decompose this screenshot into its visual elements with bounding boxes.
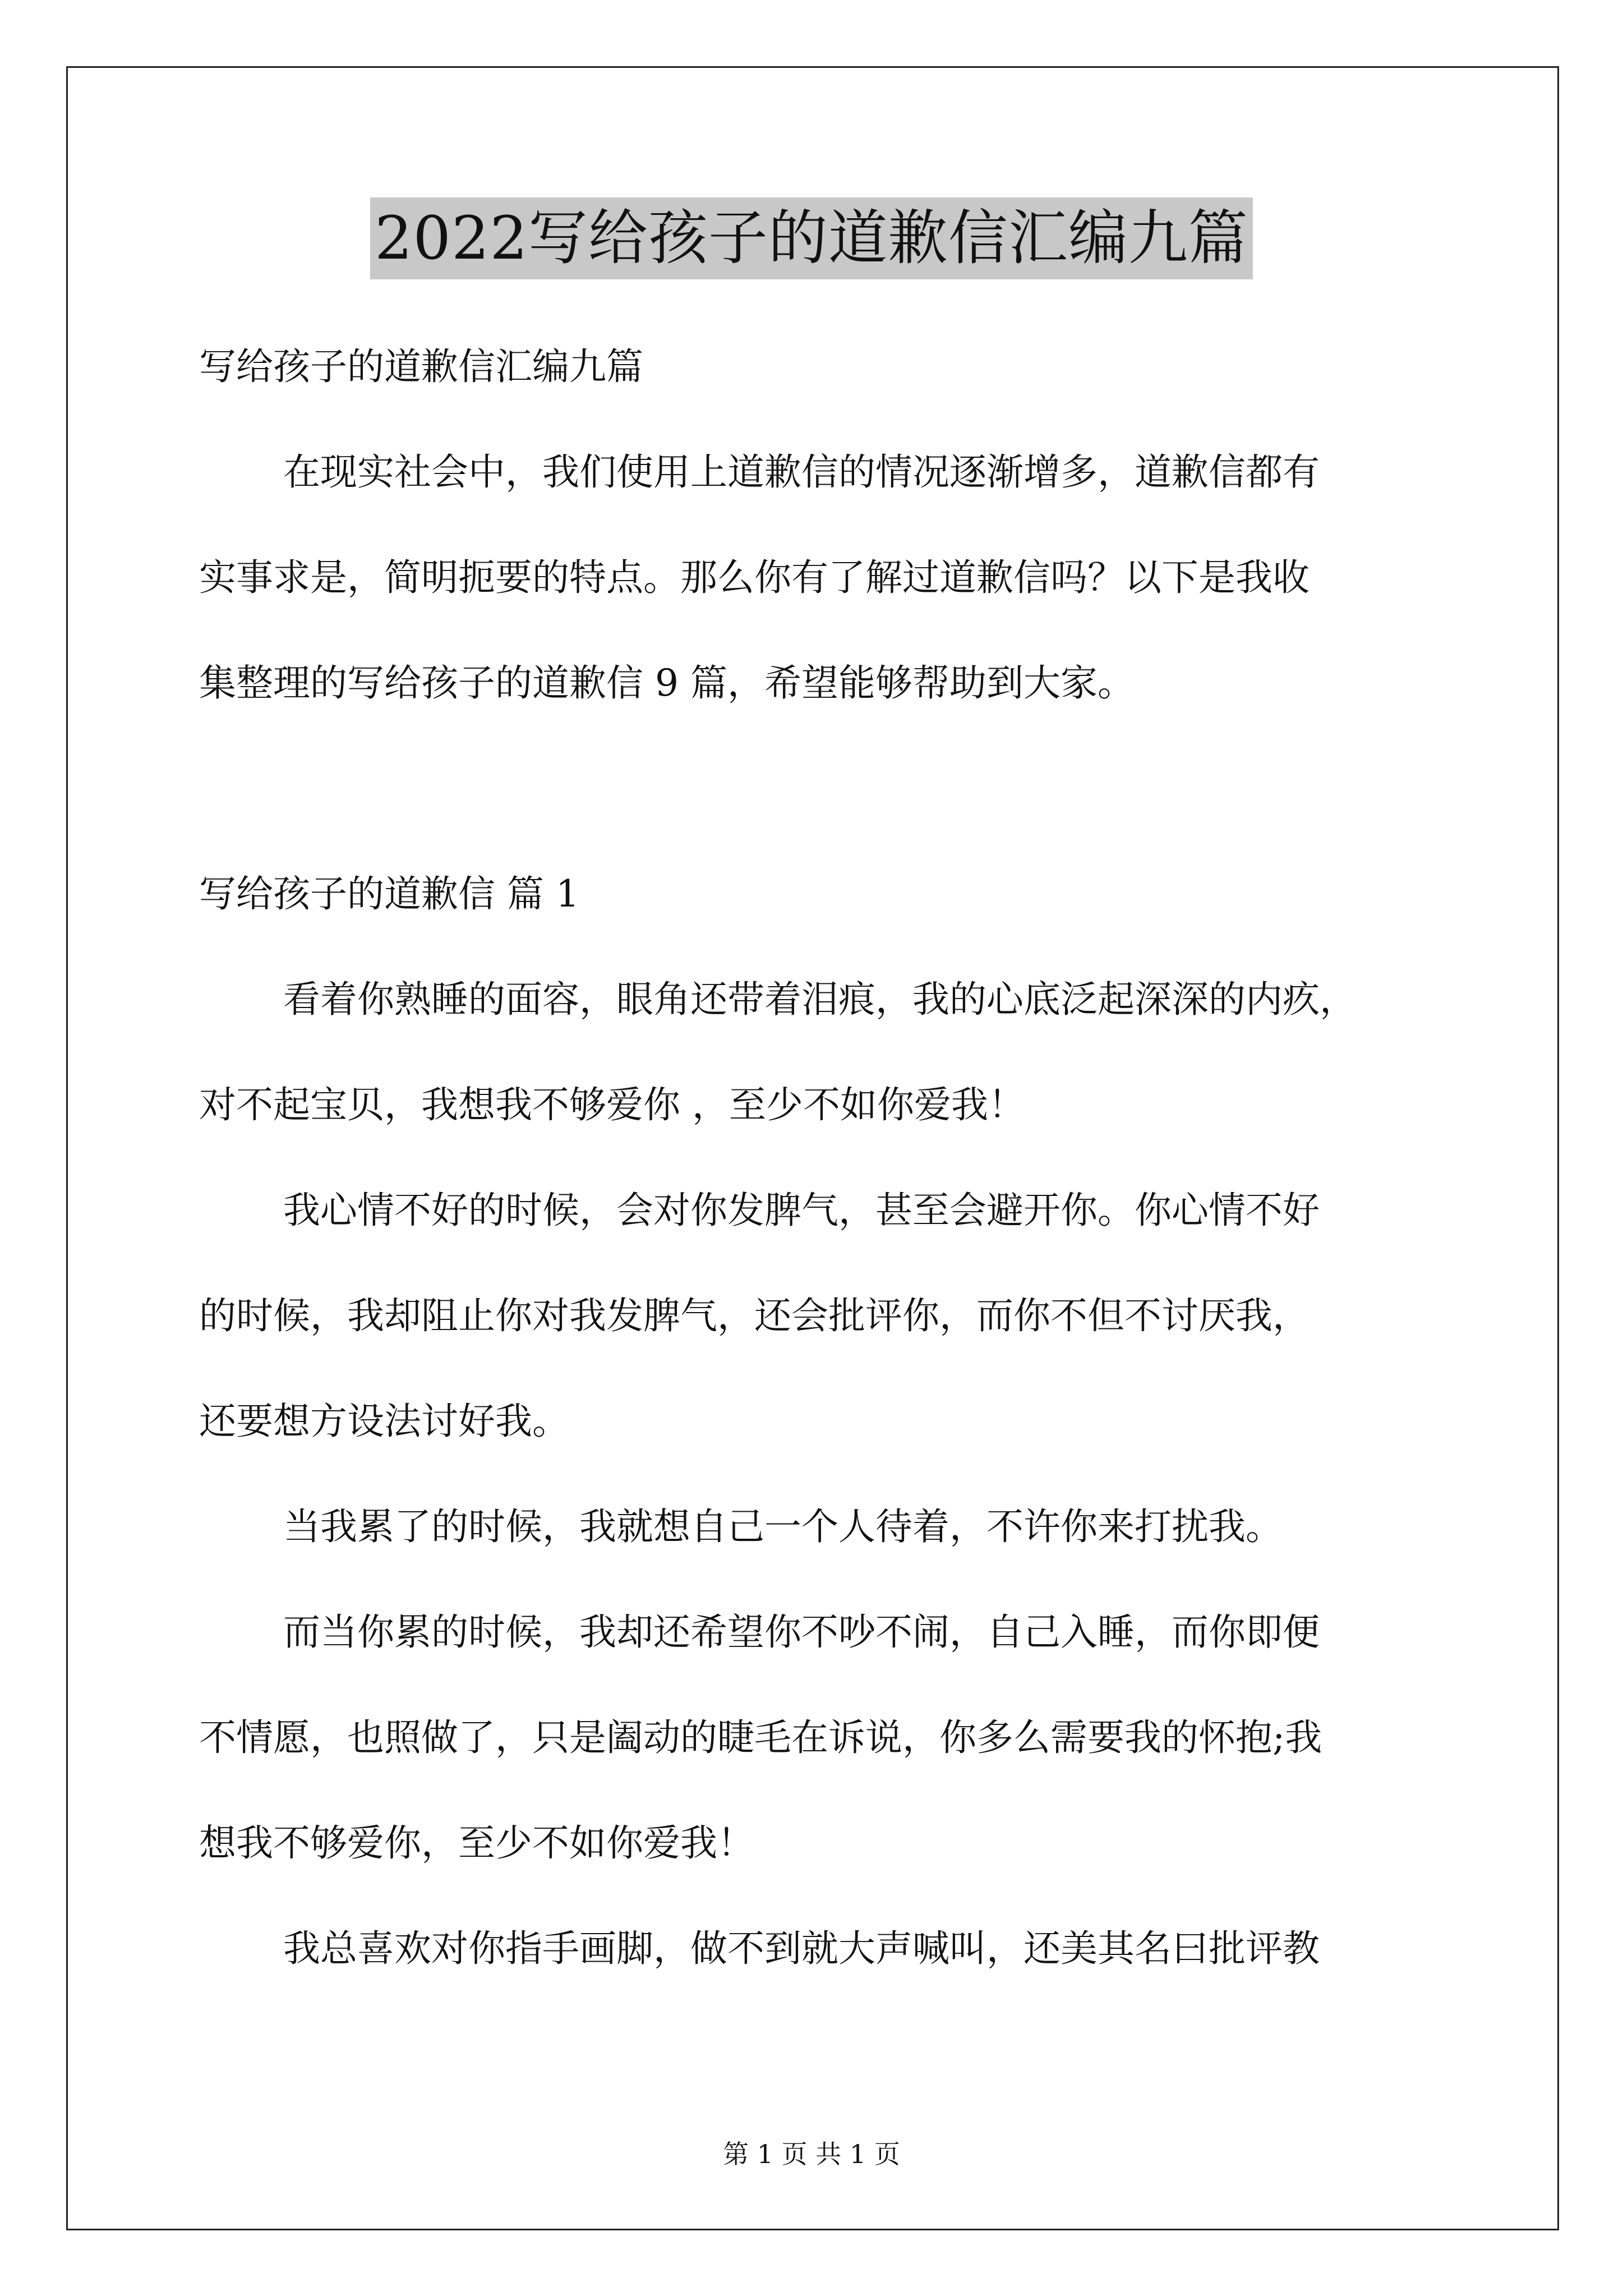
body-line-4: 的时候，我却阻止你对我发脾气，还会批评你，而你不但不讨厌我， (199, 1294, 1310, 1337)
section-heading: 写给孩子的道歉信 篇 1 (199, 872, 579, 915)
body-line-2: 对不起宝贝，我想我不够爱你 ，至少不如你爱我！ (199, 1083, 1025, 1126)
body-line-8: 不情愿，也照做了，只是阖动的睫毛在诉说，你多么需要我的怀抱;我 (199, 1716, 1322, 1759)
page-footer (0, 2137, 1623, 2171)
body-line-9: 想我不够爱你，至少不如你爱我！ (199, 1821, 754, 1865)
intro-line-3: 集整理的写给孩子的道歉信 9 篇，希望能够帮助到大家。 (199, 661, 1135, 705)
title-area (0, 197, 1623, 279)
body-line-10: 我总喜欢对你指手画脚，做不到就大声喊叫，还美其名曰批评教 (283, 1927, 1320, 1970)
body-line-6: 当我累了的时候，我就想自己一个人待着，不许你来打扰我。 (283, 1505, 1283, 1548)
body-line-1: 看着你熟睡的面容，眼角还带着泪痕，我的心底泛起深深的内疚， (283, 978, 1357, 1021)
document-title: 2022写给孩子的道歉信汇编九篇 (370, 197, 1253, 279)
subtitle: 写给孩子的道歉信汇编九篇 (199, 345, 643, 388)
body-line-7: 而当你累的时候，我却还希望你不吵不闹，自己入睡，而你即便 (283, 1611, 1320, 1654)
page-number: 第 1 页 共 1 页 (723, 2139, 900, 2169)
intro-line-1: 在现实社会中，我们使用上道歉信的情况逐渐增多，道歉信都有 (283, 450, 1320, 494)
body-line-5: 还要想方设法讨好我。 (199, 1400, 569, 1443)
document-body (199, 314, 1436, 2001)
body-line-3: 我心情不好的时候，会对你发脾气，甚至会避开你。你心情不好 (283, 1189, 1320, 1232)
blank-line (199, 736, 1436, 841)
intro-line-2: 实事求是，简明扼要的特点。那么你有了解过道歉信吗？以下是我收 (199, 556, 1310, 599)
